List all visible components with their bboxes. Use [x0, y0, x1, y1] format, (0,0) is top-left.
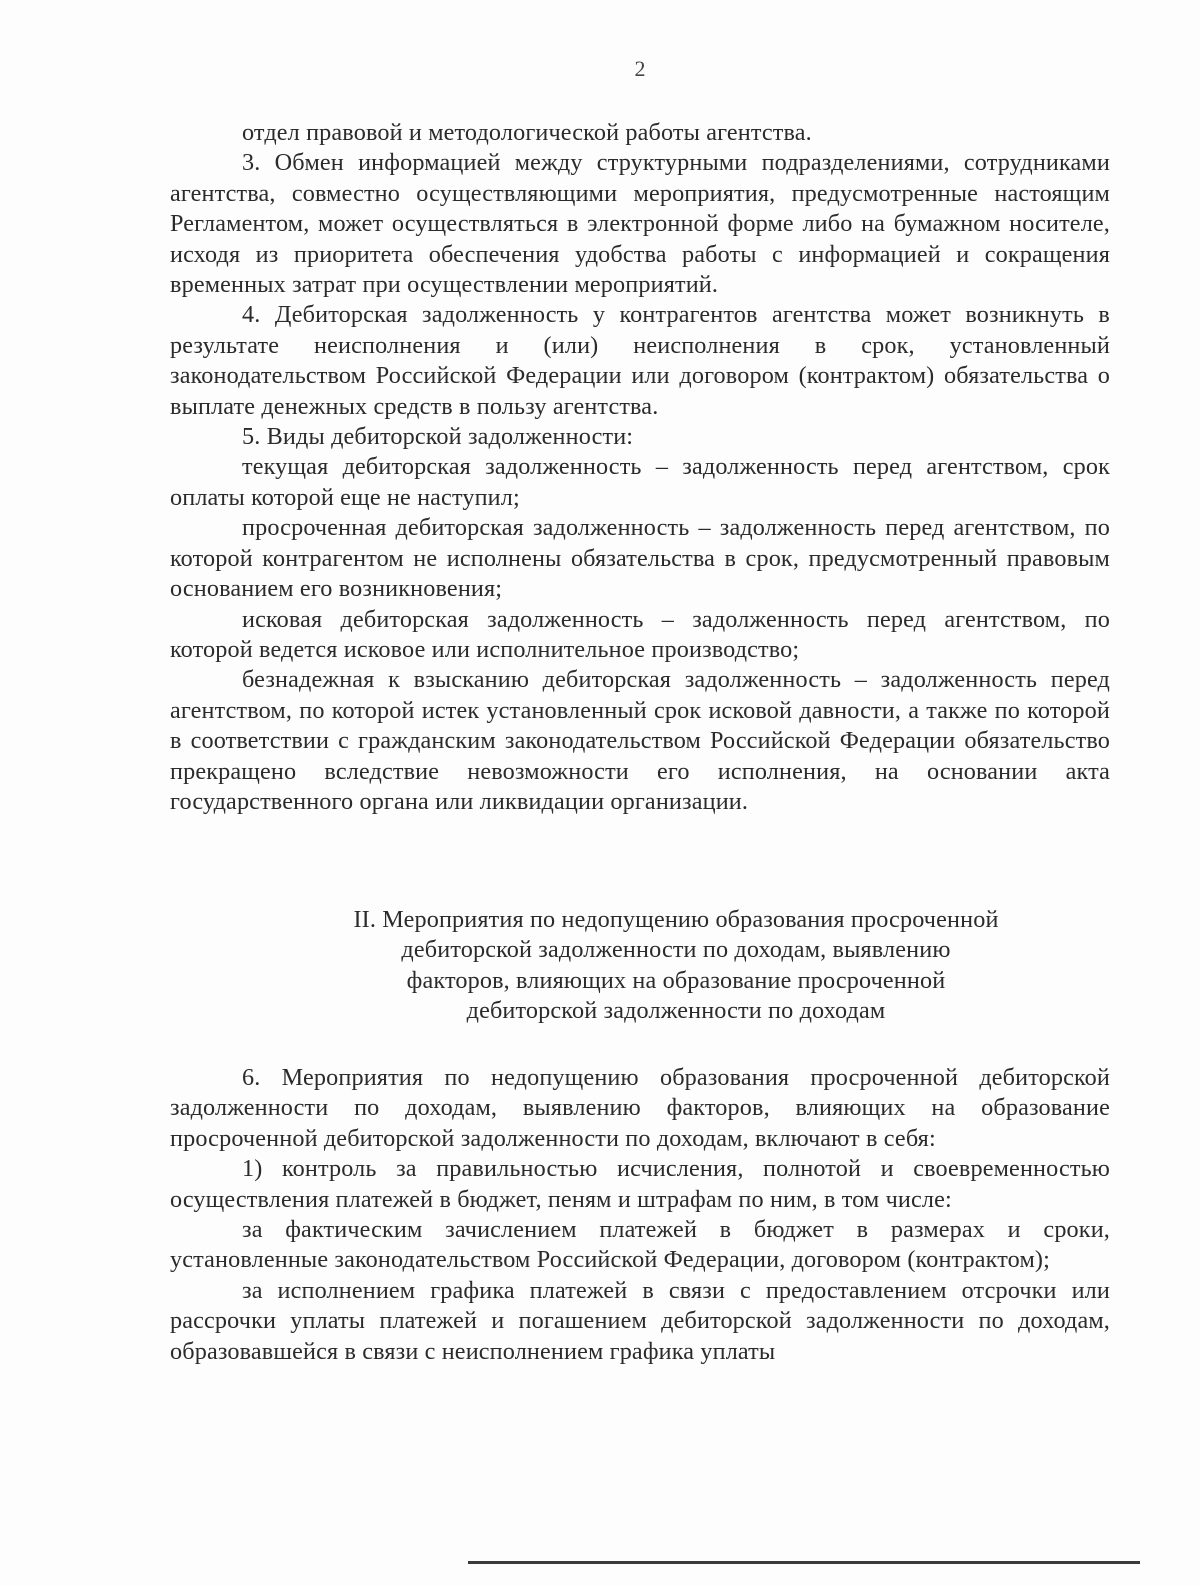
- paragraph: 5. Виды дебиторской задолженности:: [242, 423, 634, 451]
- section-heading-line: дебиторской задолженности по доходам, выявлению: [401, 936, 951, 964]
- section-heading-line: факторов, влияющих на образование просроченной: [406, 966, 946, 994]
- paragraph: 6. Мероприятия по недопущению образования просроченной дебиторской задолженности по доходам, выявлению факторов, влияющих на образование просроченной дебиторской задолженности по доходам, включают в себя:: [170, 1064, 1110, 1152]
- paragraph: 3. Обмен информацией между структурными подразделениями, сотрудниками агентства, совместно осуществляющими мероприятия, предусмотренные настоящим Регламентом, может осуществляться в электронной форме либо на бумажном носителе, исходя из приоритета обеспечения удобства работы с информацией и сокращения временных затрат при осуществлении мероприятий.: [170, 149, 1110, 299]
- paragraph: 1) контроль за правильностью исчисления, полнотой и своевременностью осуществления платежей в бюджет, пеням и штрафам по ним, в том числе:: [170, 1155, 1110, 1213]
- paragraph: за исполнением графика платежей в связи с предоставлением отсрочки или рассрочки уплаты платежей и погашением дебиторской задолженности по доходам, образовавшейся в связи с неисполнением графика уплаты: [170, 1276, 1110, 1365]
- paragraph: текущая дебиторская задолженность – задолженность перед агентством, срок оплаты которой еще не наступил;: [170, 453, 1110, 511]
- paragraph: 4. Дебиторская задолженность у контрагентов агентства может возникнуть в результате неисполнения и (или) неисполнения в срок, установленный законодательством Российской Федерации или договором (контрактом) обязательства о выплате денежных средств в пользу агентства.: [170, 301, 1110, 420]
- body-text-top: [170, 118, 1110, 817]
- paragraph: просроченная дебиторская задолженность – задолженность перед агентством, по которой контрагентом не исполнены обязательства в срок, предусмотренный правовым основанием его возникновения;: [170, 514, 1110, 603]
- paragraph: исковая дебиторская задолженность – задолженность перед агентством, по которой ведется исковое или исполнительное производство;: [170, 605, 1110, 663]
- paragraph: безнадежная к взысканию дебиторская задолженность – задолженность перед агентством, по которой истек установленный срок исковой давности, а также по которой в соответствии с гражданским законодательством Российской Федерации обязательство прекращено вследствие невозможности его исполнения, на основании акта государственного органа или ликвидации организации.: [170, 666, 1110, 815]
- section-heading-line: дебиторской задолженности по доходам: [466, 997, 886, 1025]
- bottom-scan-edge: [468, 1561, 1140, 1564]
- paragraph: за фактическим зачислением платежей в бюджет в размерах и сроки, установленные законодательством Российской Федерации, договором (контрактом);: [170, 1216, 1110, 1274]
- paragraph: отдел правовой и методологической работы агентства.: [242, 119, 812, 146]
- section-heading-line: II. Мероприятия по недопущению образования просроченной: [353, 906, 999, 933]
- section-heading: [170, 905, 1110, 1027]
- page-number: 2: [634, 56, 646, 81]
- body-text-bottom: [170, 1063, 1110, 1367]
